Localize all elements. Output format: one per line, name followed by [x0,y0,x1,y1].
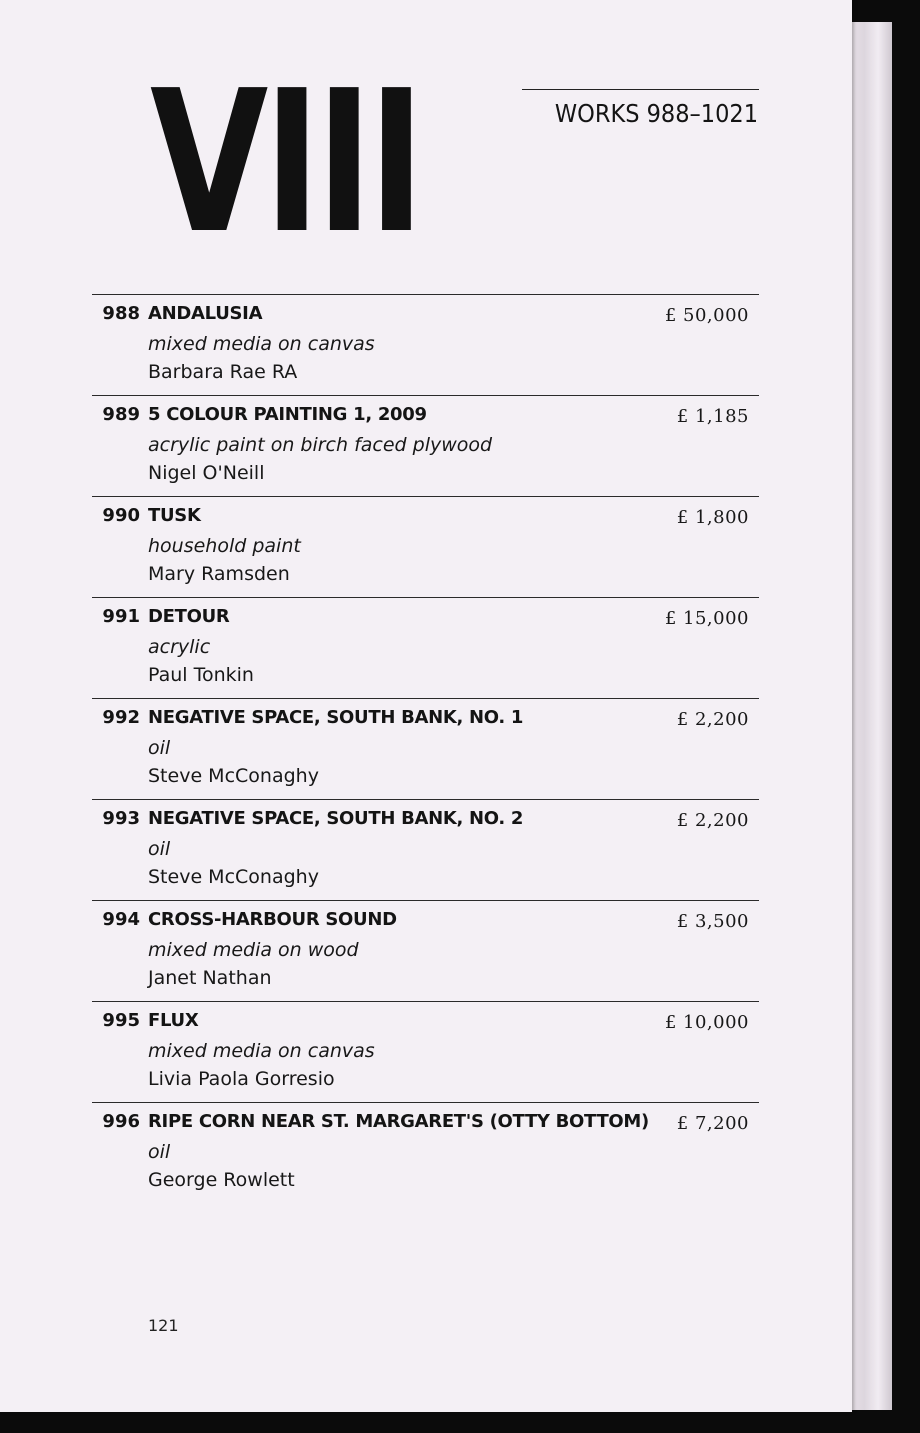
work-price: £ 2,200 [676,709,749,730]
work-number: 989 [102,404,140,425]
work-title: NEGATIVE SPACE, SOUTH BANK, NO. 2 [148,808,524,829]
work-title: CROSS-HARBOUR SOUND [148,909,397,930]
work-title: TUSK [148,505,201,526]
work-artist: Livia Paola Gorresio [148,1068,335,1090]
work-artist: Barbara Rae RA [148,361,298,383]
work-entry [92,900,759,1001]
work-medium: oil [148,1141,171,1163]
work-artist: Steve McConaghy [148,765,319,787]
work-entry [92,698,759,799]
work-medium: acrylic paint on birch faced plywood [148,434,493,456]
work-number: 988 [102,303,140,324]
work-title: FLUX [148,1010,199,1031]
work-medium: mixed media on canvas [148,1040,375,1062]
header-rule [522,89,759,90]
work-artist: George Rowlett [148,1169,295,1191]
work-medium: acrylic [148,636,211,658]
work-price: £ 7,200 [676,1113,749,1134]
work-artist: Mary Ramsden [148,563,290,585]
work-entry [92,395,759,496]
work-price: £ 3,500 [676,911,749,932]
work-number: 991 [102,606,140,627]
work-entry [92,294,759,395]
work-medium: household paint [148,535,301,557]
work-price: £ 2,200 [676,810,749,831]
work-entry [92,799,759,900]
work-artist: Steve McConaghy [148,866,319,888]
section-heading: WORKS 988–1021 [554,99,758,128]
work-number: 990 [102,505,140,526]
work-number: 995 [102,1010,140,1031]
work-artist: Nigel O'Neill [148,462,265,484]
work-title: NEGATIVE SPACE, SOUTH BANK, NO. 1 [148,707,524,728]
work-title: ANDALUSIA [148,303,263,324]
work-medium: oil [148,838,171,860]
work-number: 993 [102,808,140,829]
work-price: £ 50,000 [664,305,749,326]
work-price: £ 15,000 [664,608,749,629]
work-title: DETOUR [148,606,230,627]
section-numeral: VIII [150,49,421,277]
work-price: £ 1,185 [676,406,749,427]
work-medium: oil [148,737,171,759]
works-list [92,294,759,1203]
work-artist: Janet Nathan [148,967,272,989]
work-title: 5 COLOUR PAINTING 1, 2009 [148,404,427,425]
work-title: RIPE CORN NEAR ST. MARGARET'S (OTTY BOTTOM) [148,1111,649,1132]
work-entry [92,1001,759,1102]
page-stack-edge [846,22,892,1410]
work-medium: mixed media on canvas [148,333,375,355]
work-number: 996 [102,1111,140,1132]
work-entry [92,597,759,698]
work-medium: mixed media on wood [148,939,359,961]
work-entry [92,496,759,597]
page-number: 121 [148,1316,179,1335]
work-number: 992 [102,707,140,728]
work-price: £ 1,800 [676,507,749,528]
work-artist: Paul Tonkin [148,664,254,686]
work-number: 994 [102,909,140,930]
work-price: £ 10,000 [664,1012,749,1033]
work-entry [92,1102,759,1203]
